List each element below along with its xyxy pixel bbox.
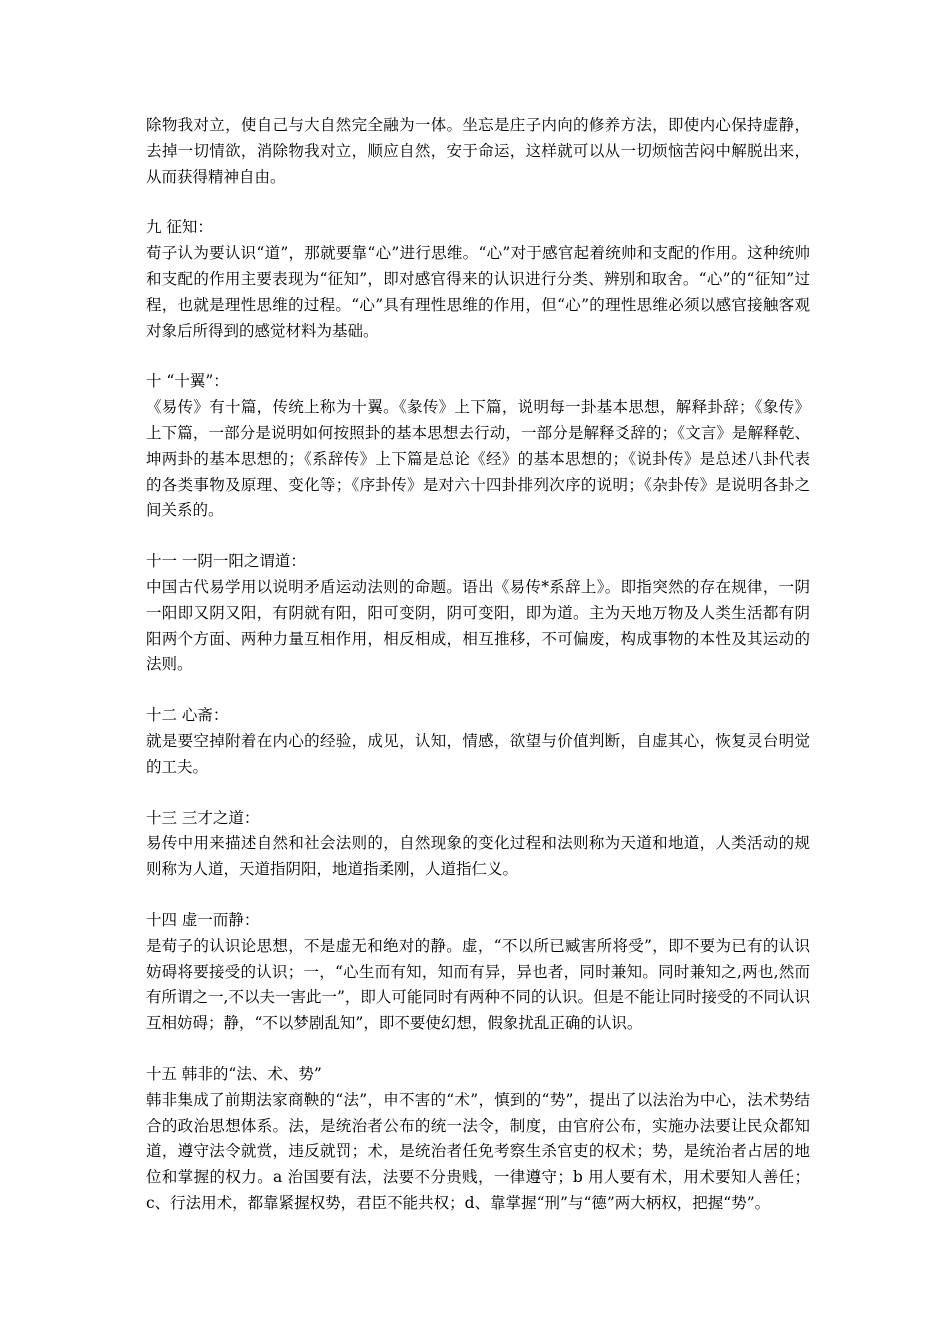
section-heading: 十二 心斋： — [146, 706, 229, 725]
section-fashushi — [146, 1062, 810, 1217]
document-page — [146, 113, 810, 1217]
section-heading: 十 “十翼”： — [146, 372, 229, 391]
section-xuyi — [146, 908, 810, 1037]
section-shiyi — [146, 369, 810, 524]
section-xinzhai — [146, 703, 810, 780]
section-body: 是荀子的认识论思想，不是虚无和绝对的静。虚，“不以所已臧害所将受”，即不要为已有的认识妨碍将要接受的认识；一，“心生而有知，知而有异，异也者，同时兼知。同时兼知之,两也,然而有所谓之一,不以夫一害此一”，即人可能同时有两种不同的认识。但是不能让同时接受的不同认识互相妨碍；静，“不以梦剧乱知”，即不要使幻想，假象扰乱正确的认识。 — [146, 936, 810, 1033]
section-heading: 九 征知： — [146, 218, 213, 237]
section-heading: 十一 一阴一阳之谓道： — [146, 552, 306, 571]
section-sancai — [146, 806, 810, 883]
section-body: 中国古代易学用以说明矛盾运动法则的命题。语出《易传*系辞上》。即指突然的存在规律，一阴一阳即又阴又阳，有阴就有阳，阳可变阴，阴可变阳，即为道。主为天地万物及人类生活都有阴阳两个方面、两种力量互相作用，相反相成，相互推移，不可偏废，构成事物的本性及其运动的法则。 — [146, 577, 810, 674]
section-heading: 十四 虚一而静： — [146, 910, 260, 929]
section-heading: 十三 三才之道： — [146, 808, 260, 827]
intro-paragraph: 除物我对立，使自己与大自然完全融为一体。坐忘是庄子内向的修养方法，即使内心保持虚静，去掉一切情欲，消除物我对立，顺应自然，安于命运，这样就可以从一切烦恼苦闷中解脱出来，从而获得精神自由。 — [146, 116, 810, 186]
section-yinyang — [146, 549, 810, 678]
section-heading: 十五 韩非的“法、术、势” — [146, 1064, 322, 1083]
section-body: 易传中用来描述自然和社会法则的，自然现象的变化过程和法则称为天道和地道，人类活动的规则称为人道，天道指阴阳，地道指柔刚，人道指仁义。 — [146, 834, 810, 879]
section-body: 就是要空掉附着在内心的经验，成见，认知，情感，欲望与价值判断，自虚其心，恢复灵台明觉的工夫。 — [146, 731, 810, 776]
section-body: 《易传》有十篇，传统上称为十翼。《彖传》上下篇，说明每一卦基本思想，解释卦辞；《象传》上下篇，一部分是说明如何按照卦的基本思想去行动，一部分是解释爻辞的；《文言》是解释乾、坤两卦的基本思想的；《系辞传》上下篇是总论《经》的基本思想的；《说卦传》是总述八卦代表的各类事物及原理、变化等；《序卦传》是对六十四卦排列次序的说明；《杂卦传》是说明各卦之间关系的。 — [146, 398, 810, 520]
section-body: 韩非集成了前期法家商鞅的“法”，申不害的“术”，慎到的“势”，提出了以法治为中心，法术势结合的政治思想体系。法，是统治者公布的统一法令，制度，由官府公布，实施办法要让民众都知道，遵守法令就赏，违反就罚；术，是统治者任免考察生杀官吏的权术；势，是统治者占居的地位和掌握的权力。a 治国要有法，法要不分贵贱，一律遵守；b 用人要有术，用术要知人善任；c、行法用术，都靠紧握权势，君臣不能共权；d、靠掌握“刑”与“德”两大柄权，把握“势”。 — [146, 1090, 810, 1212]
section-body: 荀子认为要认识“道”，那就要靠“心”进行思维。“心”对于感官起着统帅和支配的作用。这种统帅和支配的作用主要表现为“征知”，即对感官得来的认识进行分类、辨别和取舍。“心”的“征知”过程，也就是理性思维的过程。“心”具有理性思维的作用，但“心”的理性思维必须以感官接触客观对象后所得到的感觉材料为基础。 — [146, 244, 810, 340]
section-zhengzhi — [146, 215, 810, 344]
